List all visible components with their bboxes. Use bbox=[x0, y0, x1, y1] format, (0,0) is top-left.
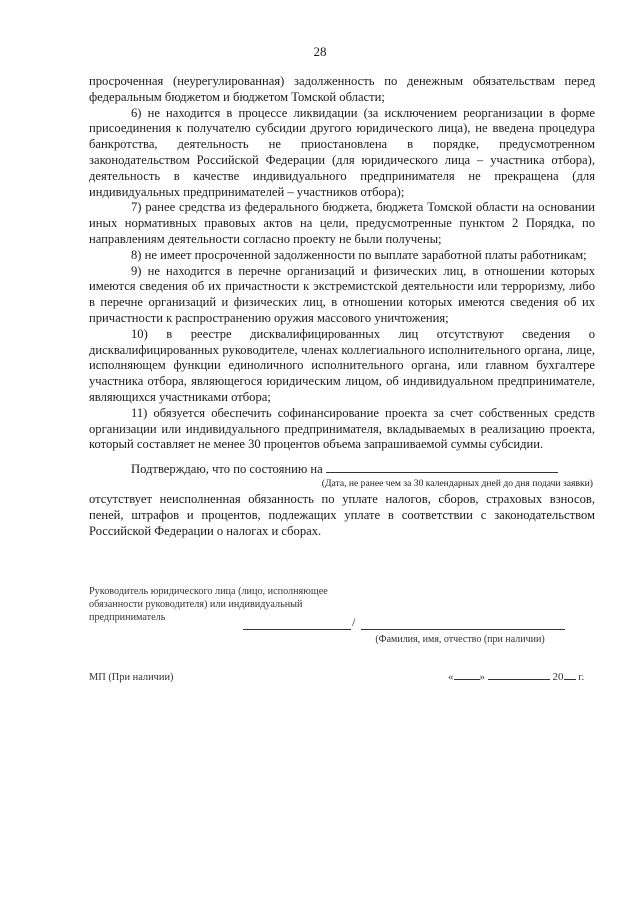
signature-label: Руководитель юридического лица (лицо, исполняющее обязанности руководителя) или индивидуальный предприниматель bbox=[89, 586, 328, 624]
paragraph-continuation: просроченная (неурегулированная) задолженность по денежным обязательствам перед федеральным бюджетом и бюджетом Томской области; bbox=[89, 74, 595, 104]
paragraph-item-8: 8) не имеет просроченной задолженности по выплате заработной платы работникам; bbox=[131, 247, 587, 262]
paragraph-item-10: 10) в реестре дисквалифицированных лиц отсутствуют сведения о дисквалифицированных руководителе, членах коллегиального исполнительного органа, лице, исполняющем функции единоличного исполнительного органа, или главном бухгалтере участника отбора, являющегося юридическим лицом, об индивидуальном предпринимателе, являющихся участниками отбора; bbox=[89, 326, 595, 404]
year-prefix: 20 bbox=[552, 671, 564, 683]
signature-date bbox=[448, 670, 584, 683]
paragraph-item-9: 9) не находится в перечне организаций и физических лиц, в отношении которых имеются сведения об их причастности к экстремистской деятельности или терроризму, либо в перечне организаций и физических лиц, в отношении которых имеются сведения об их причастности к распространению оружия массового уничтожения; bbox=[89, 263, 595, 325]
date-close-quote: » bbox=[479, 671, 485, 683]
confirmation-continuation: отсутствует неисполненная обязанность по уплате налогов, сборов, страховых взносов, пеней, штрафов и процентов, подлежащих уплате в соответствии с законодательством Российской Федерации о налогах и сборах. bbox=[89, 491, 595, 538]
document-body bbox=[89, 74, 595, 539]
day-fill-line[interactable] bbox=[454, 670, 480, 680]
date-fill-line[interactable] bbox=[326, 460, 558, 473]
stamp-label: МП (При наличии) bbox=[89, 672, 174, 683]
date-open-quote: « bbox=[448, 671, 454, 683]
year-fill-line[interactable] bbox=[564, 670, 576, 680]
confirmation-text: Подтверждаю, что по состоянию на bbox=[131, 462, 323, 477]
year-suffix: г. bbox=[578, 671, 585, 683]
fio-fill-line[interactable] bbox=[361, 616, 565, 630]
signature-lines bbox=[243, 616, 565, 630]
paragraph-item-6: 6) не находится в процессе ликвидации (за исключением реорганизации в форме присоединения к получателю субсидии другого юридического лица), не введена процедура банкротства, деятельность не приостановлена в порядке, предусмотренном законодательством Российской Федерации (для юридического лица – участника отбора), деятельность в качестве индивидуального предпринимателя не прекращена (для индивидуальных предпринимателей – участников отбора); bbox=[89, 105, 595, 199]
signature-fill-line[interactable] bbox=[243, 616, 351, 630]
page-number: 28 bbox=[313, 44, 327, 59]
fio-caption: (Фамилия, имя, отчество (при наличии) bbox=[375, 634, 545, 645]
signature-slash: / bbox=[352, 615, 356, 629]
month-fill-line[interactable] bbox=[488, 670, 550, 680]
date-caption: (Дата, не ранее чем за 30 календарных дней до дня подачи заявки) bbox=[321, 477, 593, 489]
confirmation-line bbox=[89, 460, 595, 478]
paragraph-item-11: 11) обязуется обеспечить софинансирование проекта за счет собственных средств организации или индивидуального предпринимателя, вкладываемых в реализацию проекта, который составляет не менее 30 процентов объема запрашиваемой суммы субсидии. bbox=[89, 405, 595, 452]
paragraph-item-7: 7) ранее средства из федерального бюджета, бюджета Томской области на основании иных нормативных правовых актов на цели, предусмотренные пунктом 2 Порядка, по направлениям деятельности согласно проекту не были получены; bbox=[89, 200, 595, 246]
